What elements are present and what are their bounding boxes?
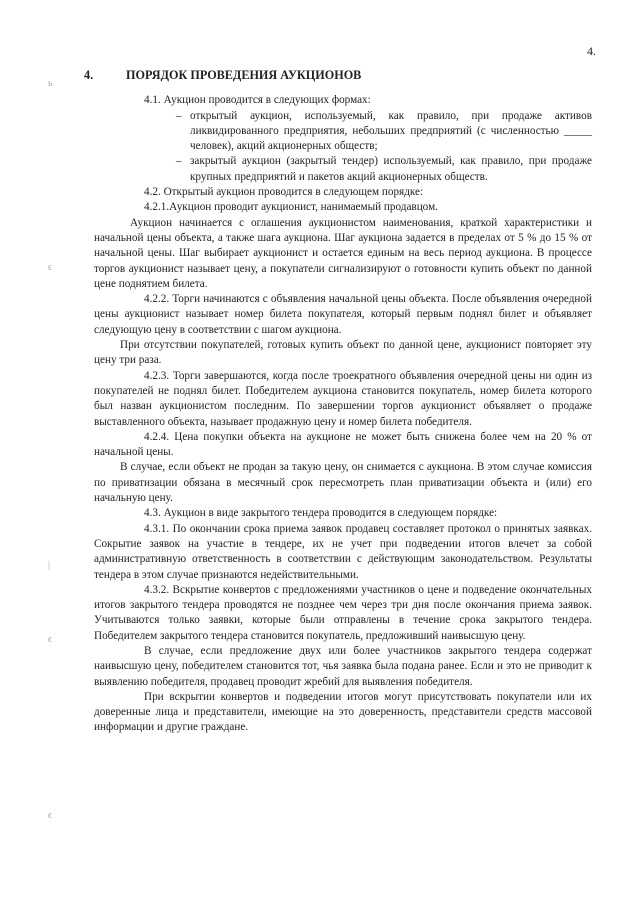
paragraph-4-2-3: 4.2.3. Торги завершаются, когда после троекратного объявления очередной цены ни один из покупателей не поднял билет. Победителем аукциона становится покупатель, номер билета которого был назван аукционистом последним. По завершении торгов аукционист объявляет о продаже выставленного объекта, называет продажную цену и номер билета победителя. bbox=[94, 369, 592, 428]
margin-mark: | bbox=[48, 560, 51, 571]
paragraph: В случае, если объект не продан за такую цену, он снимается с аукциона. В этом случае комиссия по приватизации обязана в месячный срок пересмотреть план приватизации объекта и (или) его начальную цену. bbox=[94, 461, 592, 505]
list-item: – закрытый аукцион (закрытый тендер) используемый, как правило, при продаже крупных предприятий и пакетов акций акционерных обществ. bbox=[190, 154, 592, 185]
paragraph: При отсутствии покупателей, готовых купить объект по данной цене, аукционист повторяет эту цену три раза. bbox=[94, 339, 592, 367]
paragraph-4-3: 4.3. Аукцион в виде закрытого тендера проводится в следующем порядке: bbox=[144, 507, 498, 520]
paragraph-4-2: 4.2. Открытый аукцион проводится в следующем порядке: bbox=[144, 186, 424, 199]
section-number: 4. bbox=[84, 68, 94, 82]
section-heading bbox=[84, 68, 592, 83]
paragraph-4-2-1: 4.2.1.Аукцион проводит аукционист, нанимаемый продавцом. bbox=[144, 201, 438, 214]
paragraph-4-2-4: 4.2.4. Цена покупки объекта на аукционе не может быть снижена более чем на 20 % от начальной цены. bbox=[94, 430, 592, 459]
section-title: ПОРЯДОК ПРОВЕДЕНИЯ АУКЦИОНОВ bbox=[126, 68, 362, 82]
paragraph: В случае, если предложение двух или более участников закрытого тендера содержат наивысшую цену, победителем становится тот, чья заявка была подана ранее. Если и это не приводит к выявлению победителя, продавец проводит жребий для выявления победителя. bbox=[94, 644, 592, 688]
paragraph-4-2-2: 4.2.2. Торги начинаются с объявления начальной цены объекта. После объявления очередной цены аукционист называет номер билета покупателя, который первым поднял билет и объявляет следующую цену в соответствии с шагом аукциона. bbox=[94, 293, 592, 336]
paragraph-4-3-1: 4.3.1. По окончании срока приема заявок продавец составляет протокол о принятых заявках. Сокрытие заявок на участие в тендере, их не учет при подведении итогов влечет за собой административную ответственность в соответствии с действующим законодательством. Результаты тендера в этом случае признаются недействительными. bbox=[94, 522, 592, 581]
paragraph-4-3-2: 4.3.2. Вскрытие конвертов с предложениями участников о цене и подведение окончательных итогов закрытого тендера проводятся не позднее чем через три дня после окончания приема заявок. Учитываются только заявки, которые были отправлены в течение срока закрытого тендера. Победителем закрытого тендера становится покупатель, предложивший наивысшую цену. bbox=[94, 583, 592, 642]
margin-mark: ϵ bbox=[48, 634, 53, 645]
margin-mark: ϵ bbox=[48, 810, 53, 821]
auction-forms-list bbox=[94, 109, 592, 185]
list-item: – открытый аукцион, используемый, как правило, при продаже активов ликвидированного предприятия, небольших предприятий (с численностью _____ человек), акций акционерных обществ; bbox=[190, 109, 592, 155]
paragraph: Аукцион начинается с оглашения аукционистом наименования, краткой характеристики и начальной цены объекта, а также шага аукциона. Шаг аукциона задается в пределах от 5 % до 15 % от начальной цены. Шаг выбирает аукционист и остается единым на весь период аукциона. В процессе торгов аукционист называет цену, а покупатели сигнализируют о готовности купить объект по данной цене поднятием билета. bbox=[94, 216, 592, 290]
margin-mark: ϵ bbox=[48, 262, 53, 273]
page-number: 4. bbox=[587, 44, 596, 58]
document-body bbox=[84, 68, 592, 736]
margin-mark: ь bbox=[48, 78, 53, 89]
paragraph-4-1: 4.1. Аукцион проводится в следующих формах: bbox=[144, 94, 371, 107]
paragraph: При вскрытии конвертов и подведении итогов могут присутствовать покупатели или их доверенные лица и представители, имеющие на это доверенность, представители средств массовой информации и другие граждане. bbox=[94, 690, 592, 734]
